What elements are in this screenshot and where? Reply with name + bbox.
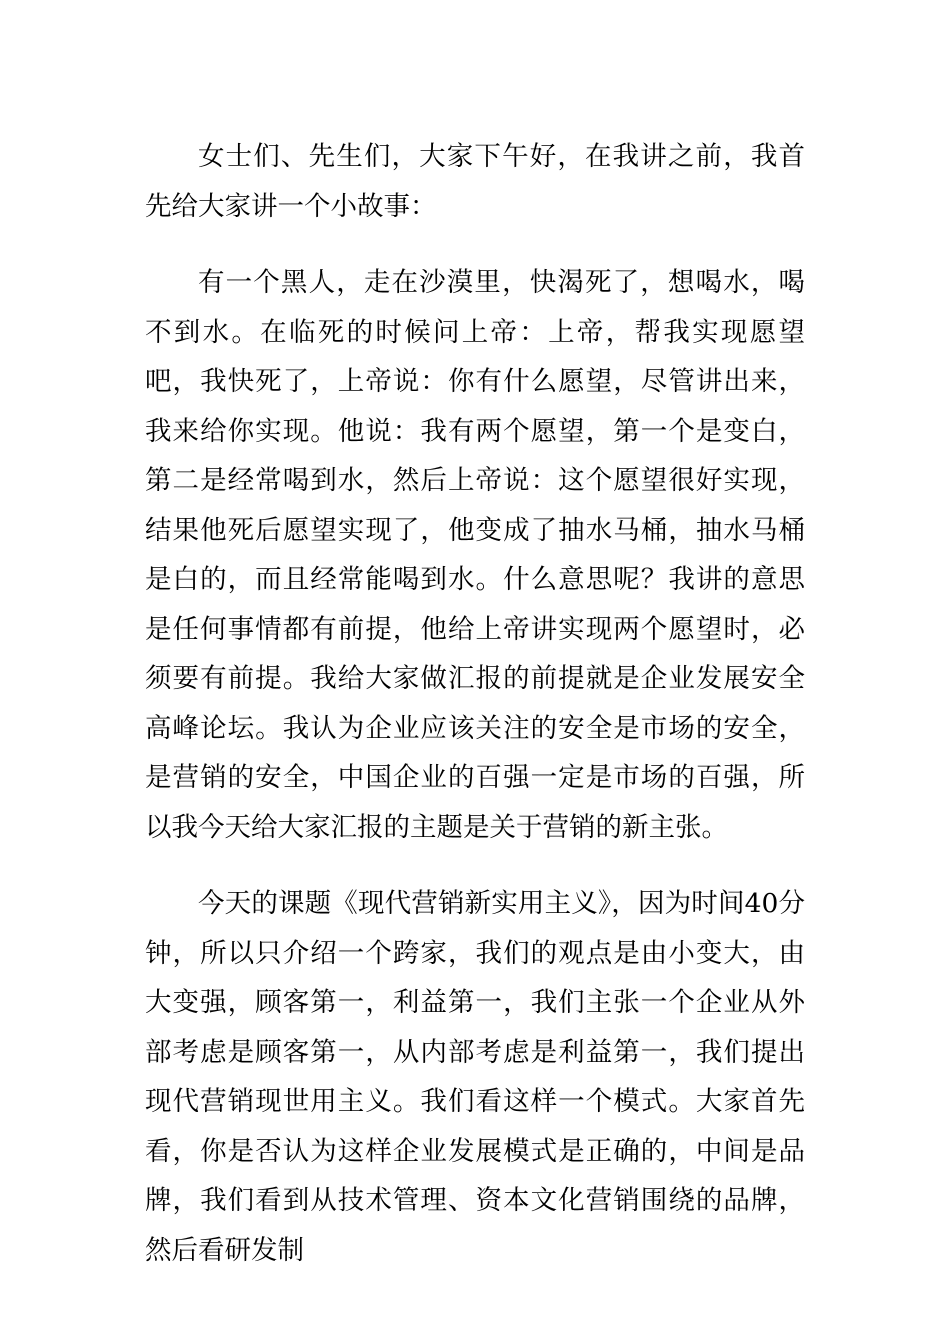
document-body [145, 132, 805, 1275]
paragraph-greeting: 女士们、先生们，大家下午好，在我讲之前，我首先给大家讲一个小故事： [145, 141, 805, 222]
paragraph-story: 有一个黑人，走在沙漠里，快渴死了，想喝水，喝不到水。在临死的时候问上帝：上帝，帮我实现愿望吧，我快死了，上帝说：你有什么愿望，尽管讲出来，我来给你实现。他说：我有两个愿望，第一个是变白，第二是经常喝到水，然后上帝说：这个愿望很好实现，结果他死后愿望实现了，他变成了抽水马桶，抽水马桶是白的，而且经常能喝到水。什么意思呢？我讲的意思是任何事情都有前提，他给上帝讲实现两个愿望时，必须要有前提。我给大家做汇报的前提就是企业发展安全高峰论坛。我认为企业应该关注的安全是市场的安全，是营销的安全，中国企业的百强一定是市场的百强，所以我今天给大家汇报的主题是关于营销的新主张。 [145, 267, 805, 843]
paragraph-topic: 今天的课题《现代营销新实用主义》，因为时间40分钟，所以只介绍一个跨家，我们的观点是由小变大，由大变强，顾客第一，利益第一，我们主张一个企业从外部考虑是顾客第一，从内部考虑是利益第一，我们提出现代营销现世用主义。我们看这样一个模式。大家首先看，你是否认为这样企业发展模式是正确的，中间是品牌，我们看到从技术管理、资本文化营销围绕的品牌，然后看研发制 [145, 888, 805, 1266]
